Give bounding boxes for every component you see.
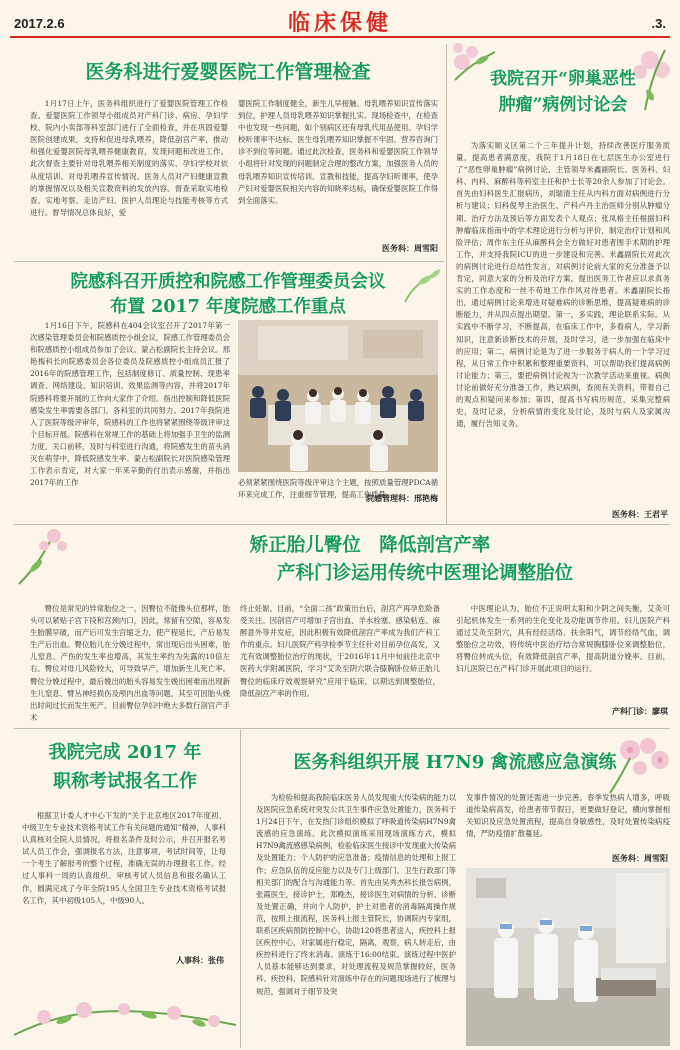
article-column-1: 1月17日上午，医务科组织进行了爱婴医院管理工作检查。爱婴医院工作领导小组成员对产科门诊、病房、孕妇学校、院内小卖部等科室部门进行了全面检查，并在巩固爱婴医院创建成果，支持和促进母乳喂养，降低剖宫产率，推动和强化爱婴医院母乳喂养健康教育，发现问题和改进工作。此次督查主要针对母乳喂养相关制度的落实、孕妇学校对依从度培训、对母乳喂养宣传情况、医务人员对产妇健康宣教的掌握情况以及相关宣教资料的发放内容。督查采取实地检查、实地考察、走访产妇、医护人员理论与技能考核等方式进行。督导情况总体良好，爱 xyxy=(30,99,228,217)
article-author: 人事科：张伟 xyxy=(176,956,224,965)
article-title: 我院完成 2017 年 职称考试报名工作 xyxy=(48,742,202,792)
article-author: 医务科：周雪阳 xyxy=(612,854,668,863)
meeting-photo xyxy=(238,320,438,472)
page-number: .3. xyxy=(651,16,666,31)
article-author: 院感管理科：邢艳梅 xyxy=(366,494,438,503)
divider xyxy=(14,261,444,262)
article-column-1: 臀位是常见的异常胎位之一，因臀位不能像头位那样，胎头可以紧贴子宫下段和宫颈内口，因此，常留有空隙，容易发生胎膜早破，而产后可发生宫缩乏力，使产程延长，产后易发生产后出血。臀位胎儿在分娩过程中，常出现后出头困难，胎儿窒息、产伤的发生率也增高，其发生率约为先露的10倍左右。臀位对母儿风险较大，可导致早产，增加新生儿死亡率。臀位分娩过程中，最后娩出的胎头容易发生娩出困难而出现新生儿窒息、臂丛神经损伤及颅内出血等问题，其至可因胎头娩出时间过长而发生死产。目前臀位孕妇中绝大多数行剖宫产手术 xyxy=(30,604,230,722)
article-author: 医务科：王君平 xyxy=(612,510,668,519)
drill-photo xyxy=(466,868,670,1046)
article-column-2: 婴医院工作制度健全，新生儿早接触、母乳喂养知识宣传落实到位，护理人员母乳喂养知识掌握扎实。现场检查中，在检查中也发现一些问题，如个别病区还有母乳代用品使用、孕妇学校听课率不达标、医生母乳喂养知识掌握不牢固、营养咨询门诊不到位等问题。通过此次检查，医务科和爱婴医院工作领导小组将针对发现的问题制定合理的整改方案，加强医务人员的母乳喂养知识宣传培训、宣教和技能，提高孕妇听课率，使孕产妇对爱婴医院相关内容的知晓率达标，确保爱婴医院工作得到全面落实。 xyxy=(238,99,438,205)
article-title: 院感科召开质控和院感工作管理委员会议 布置 2017 年度院感工作重点 xyxy=(70,272,386,317)
article-body: 根据卫计委人才中心下发的“关于北京地区2017年度初、中级卫生专业技术资格考试工作有关问题的通知”精神，人事科认真核对全院人员情况，将报名条件及时公示，并召开报名考试人员工作会，强调报名方法，注意事项，考试时间等，让每一个考生了解报考的整个过程，准确无误的办理报名工作。经过人事科一周的认真组织、审核考试人员信息和报名确认工作，圆满完成了今年全院195人全国卫生专业技术资格考试报名工作，其中初级105人，中级90人。 xyxy=(22,811,226,905)
article-column-2: 发事件情况的处置还需进一步完善。春季发热病人增多，呼吸道传染病高发，给患者带节假日，更要做好登记，横向掌握相关知识及应急处置流程，提高自身敏感性，及时处置传染病疫情，严防疫情扩散蔓延。 xyxy=(466,793,670,839)
article-title: 医务科组织开展 H7N9 禽流感应急演练 xyxy=(293,752,617,773)
article-column-1: 1月16日下午，院感科在404会议室召开了2017年第一次感染管理委员会和院感质控小组会议，院感工作管理委员会和院感质控小组成员参加了会议。蒙占松副院长主持会议。邢艳梅科长向院感委员会各位委员及院感质控小组成员汇报了2016年的院感管理工作，包括制度修订、质量控制、现患率调查、网络建设、知识培训、效果监测等内容，并将2017年院感科将要开展的工作向大家作了介绍。指出控制和降低医院感染发生率需要各部门、各科室的共同努力。2017年我院进入了医院等级评审年，院感科的工作也将紧紧围绕等级评审这个目标开展。院感科在常规工作的基础上将加强手卫生的监测力度，关口前移，及时与科室进行沟通，将院感发生的苗头消灭在萌芽中，降低院感发生率。蒙占松副院长对医院感染管理工作表示肯定，对大家一年来辛勤的付出表示感谢，并指出2017年的工作 xyxy=(30,321,230,488)
article-title: 医务科进行爱婴医院工作管理检查 xyxy=(85,61,371,83)
divider xyxy=(14,728,670,729)
flower-decoration xyxy=(14,965,236,1045)
page-header xyxy=(0,0,680,44)
article-continuation: 必须紧紧围绕医院等级评审这个主题，按照质量管理PDCA循环来完成工作，注重细节管理，提高工作质量。 xyxy=(238,478,438,499)
divider xyxy=(14,524,670,525)
article-column-2: 终止妊娠。目前，“全面二孩”政策出台后，剖宫产再孕危险备受关注。因剖宫产可增加子宫出血、羊水栓塞、感染粘连、麻醉意外等并发症，因此积极有效降低剖宫产率成为我们产科工作的重点。妇儿医院产科孕检季节主任针对目前孕位高发，又尤有效调整胎位治疗的现状，于2016年11月中旬前往北京中医药大学附属医院，学习“艾灸至阴穴联合膝胸卧位矫正胎儿臀位的临床疗效观察研究”应用于临床，以期达到调整胎位，降低剖宫产率的作用。 xyxy=(240,604,440,698)
article-author: 医务科：周雪阳 xyxy=(382,244,438,253)
newspaper-title: 临床保健 xyxy=(287,10,392,36)
column-divider xyxy=(240,730,241,1048)
article-title: 我院召开“卵巢恶性 肿瘤”病例讨论会 xyxy=(490,69,636,115)
article-column-3: 中医理论认为，胎位不正说明太阳和少阴之间失衡，艾灸可引起机体发生一系列的生化变化及功能调节作用。妇儿医院产科通过艾灸至阴穴，具有经经活络、扶余阳气，调节经络气血，调整胎位之功效，将传统中医治疗结合常规胸膝卧位来调整胎位，将臀位转成头位，有效降低剖宫产率，提高阴道分娩率。目前，妇儿医院已在产科门诊开展此项目的运行。 xyxy=(456,604,670,674)
article-body: 为落实顺义区第二个三年提升计划，持续改善医疗服务质量，提高患者满意度，我院于1月18日在七层医生办公室进行了“恶性卵巢肿瘤”病例讨论，主管领导米鑫副院长、医务科、妇科、内科、麻醉科等科室主任和护士长等20余人参加了讨论会。首先由妇科医生汇报病历，刘瑞清主任从内科方面对病例进行分析与建议；妇科倪琴主治医生、产科卢丹主治医师分别从肿瘤分期、治疗方法及预后等方面发表个人观点；张凤格主任根据妇科肿瘤临床指南中的学术理论进行分析与评价，制定治疗计划和风险评估；周作东主任从麻醉科会全方做好对患者围手术期的护理工作，并支持我院ICU的进一步建设和完善。米鑫副院长对此次的病例讨论进行总结性发言，对病例讨论前大家的充分准备予以肯定，同意大家的分析及治疗方案，提出医务工作者应以求真务实的工作态度和一丝不苟地工作作风对待患者。米鑫副院长指出，通过病例讨论来增进对疑难病的诊断思维，提高疑难病的诊断能力，并从四点提出期望。第一，多实践，理论联系实际。从实践中不断学习，不断提高，在临床工作中，多看病人，学习新知识，注意新诊断技术的开展，及时学习，进一步加强在临床中的应用；第二，病例讨论是为了进一步服务于病人的一个学习过程，从日常工作中积累和整理重要资料，可以帮助我们提高病例讨论能力；第三，要把病例讨论视为一次教学活动来重视。病例讨论前做好充分准备工作，熟记病例，查阅有关资料，带着自己的观点和疑问来参加；第四，提高书写病历规范，采集完整病史，及时记录，分析病情的变化及讨论，及时与病人及家属沟通，履行告知义务。 xyxy=(456,141,670,429)
column-divider xyxy=(446,44,447,524)
article-column-1: 为检验和提高我院临床医务人员发现重大传染病的能力以及医院应急系统对突发公共卫生事件应急处置能力，医务科于1月24日下午，在发热门诊组织模拟了呼吸道传染病H7N9禽流感的应急演练。此次模拟演练采用现场演练方式，模拟H7N9禽流感感染病例，检验临床医生接诊中发现重大传染病及处置能力；个人防护的应急准备；疫情信息的处理和上报工作；应急队伍的反应能力以及专门上级部门、卫生行政部门等相关部门的配合与沟通能力等。首先由吴秀杰科长报告病例，张霞医生，接诊护士，郑晚杰，接诊医生对病情的分析、诊断及处置正确，并向个人防护，护士对患者的消毒隔离操作规范，按照上报流程，医务科上报主管院长，协调院内专家组，联系区疾病预防控制中心，协助120将患者送入，疾控科上报区疾控中心，对家属进行稳定，隔离，观察，病人转走后，由疾控科进行了终末消毒。演练于16:00结束。演练过程中医护人员基本能够达到要求，对处理流程及规范掌握较好，医务科、疾控科、院感科针对演练中存在的问题现场进行了梳理与规范，强调对于细节及突 xyxy=(256,793,456,996)
article-author: 产科门诊：廖琪 xyxy=(612,707,668,716)
issue-date: 2017.2.6 xyxy=(14,16,65,31)
article-title: 矫正胎儿臀位 降低剖宫产率 产科门诊运用传统中医理论调整胎位 xyxy=(249,535,573,584)
header-rule xyxy=(10,36,670,38)
